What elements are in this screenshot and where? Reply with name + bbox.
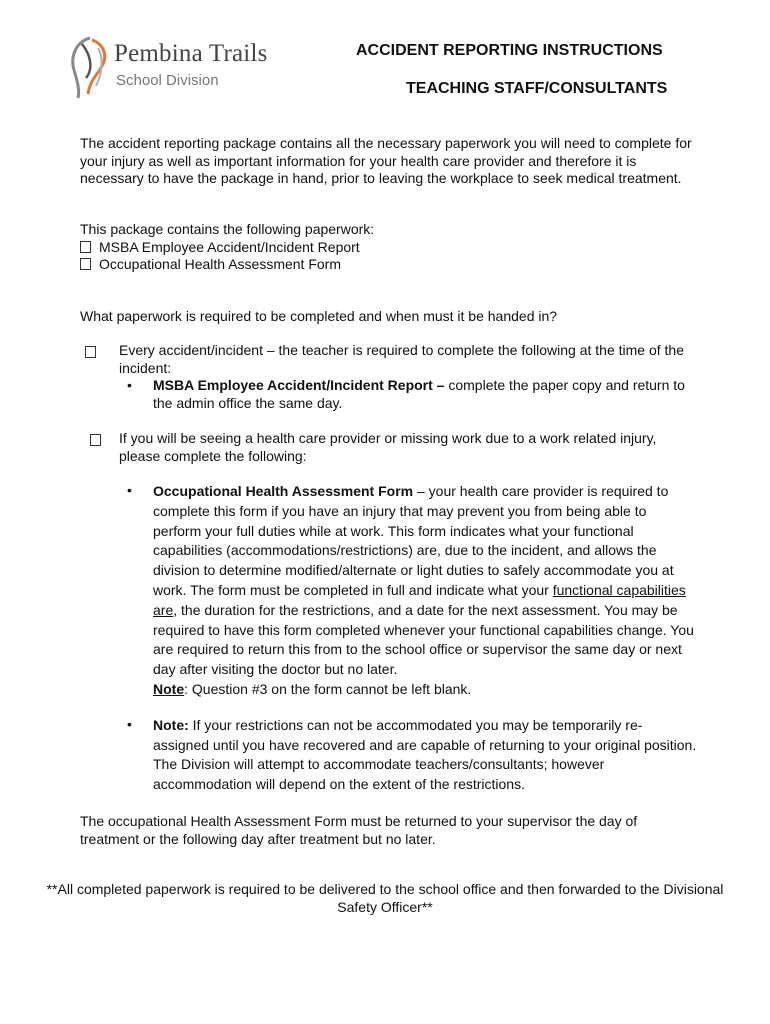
final-note: **All completed paperwork is required to be delivered to the school office and then forwarded to the Divisional Safety Officer**: [46, 881, 724, 915]
logo-emblem-icon: [68, 34, 112, 100]
logo-subtitle: School Division: [116, 72, 219, 89]
logo-name: Pembina Trails: [114, 40, 268, 67]
checkbox-icon: [90, 434, 101, 446]
list-item: MSBA Employee Accident/Incident Report: [80, 239, 680, 257]
question-text: What paperwork is required to be completed and when must it be handed in?: [80, 308, 558, 324]
intro-paragraph: The accident reporting package contains all the necessary paperwork you will need to complete for your injury as well as important information for your health care provider and therefore it is necessary to have the package in hand, prior to leaving the workplace to seek medical treatment.: [80, 135, 692, 186]
item-health-care: If you will be seeing a health care provider or missing work due to a work related injury, please complete the following:: [119, 430, 657, 464]
item-note-restrictions: Note: If your restrictions can not be accommodated you may be temporarily re-assigned until you have recovered and are capable of returning to your original position. The Division will attempt to accommodate teachers/consultants; however accommodation will depend on the extent of the restrictions.: [153, 717, 697, 792]
checkbox-icon: [85, 346, 96, 358]
closing-paragraph: The occupational Health Assessment Form must be returned to your supervisor the day of treatment or the following day after treatment but no later.: [80, 813, 638, 847]
checkbox-icon: [80, 241, 91, 253]
item-msba-report: MSBA Employee Accident/Incident Report – complete the paper copy and return to the admin office the same day.: [153, 377, 685, 411]
bullet-icon: •: [127, 482, 132, 498]
checkbox-icon: [80, 258, 91, 270]
package-heading: This package contains the following paperwork:: [80, 221, 375, 237]
pembina-trails-logo: [68, 34, 298, 104]
bullet-icon: •: [127, 716, 132, 732]
page-title: ACCIDENT REPORTING INSTRUCTIONS: [356, 42, 663, 59]
item-every-accident: Every accident/incident – the teacher is required to complete the following at the time of the incident:: [119, 342, 684, 376]
item-ohaf: Occupational Health Assessment Form – your health care provider is required to complete this form if you have an injury that may prevent you from being able to perform your full duties while at work. This form indicates what your functional capabilities (accommodations/restrictions) are, due to the incident, and allows the division to determine modified/alternate or light duties to safely accommodate you at work. The form must be completed in full and indicate what your functional capabilities are, the duration for the restrictions, and a date for the next assessment. You may be required to have this form completed whenever your functional capabilities change. You are required to return this from to the school office or supervisor the same day or next day after visiting the doctor but no later. Note: Question #3 on the form cannot be left blank.: [153, 483, 694, 697]
list-item: Occupational Health Assessment Form: [80, 256, 680, 274]
package-contents: [80, 221, 680, 274]
page-subtitle: TEACHING STAFF/CONSULTANTS: [406, 80, 668, 97]
bullet-icon: •: [127, 377, 132, 393]
